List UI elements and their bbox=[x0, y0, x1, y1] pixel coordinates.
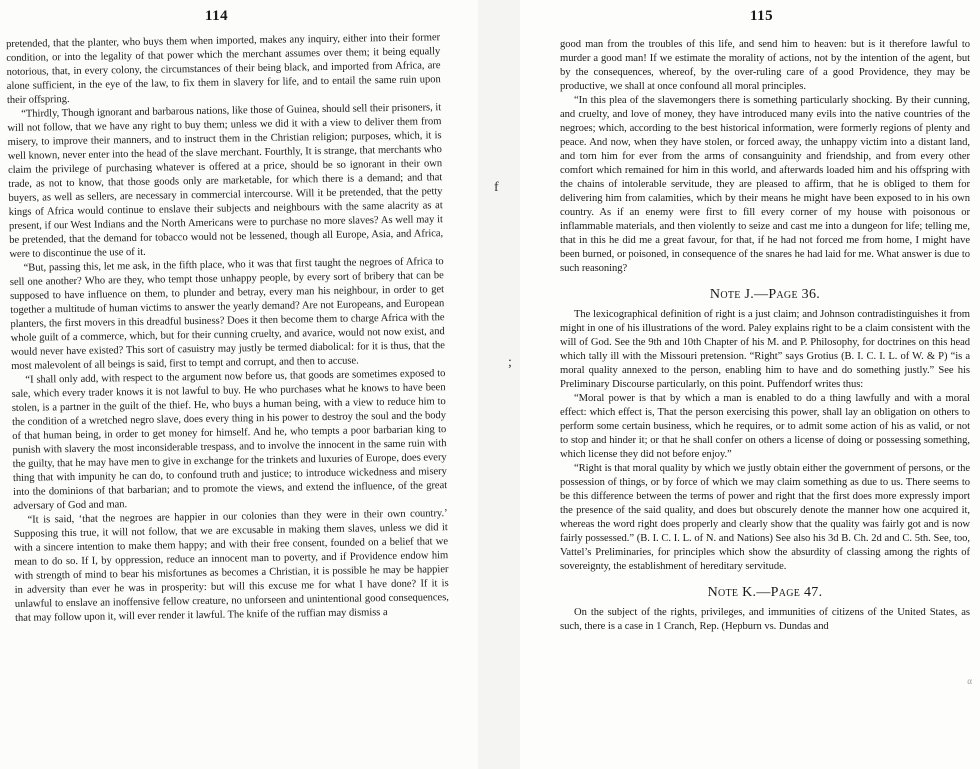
paragraph: “Right is that moral quality by which we justly obtain either the government of persons, or the possession of things, or by force of which we may claim something as due to us. There seems to be this difference between the terms of power and right that the first does more expressly import the presence of the said quality, and does but obscurely denote the manner how one acquired it, whereas the word right does properly and clearly show that the quality was fairly got and is now fairly possessed.” (B. I. C. I. L. of N. and Nations) See also his 3d B. Ch. 2d and C. 5th. See, too, Vattel’s Preliminaries, for principles which show the absurdity of classing among the rights of sovereignty, the establishment of hereditary servitude. bbox=[560, 463, 970, 572]
paragraph: “In this plea of the slavemongers there is something particularly shocking. By their cunning, and cruelty, and love of money, they have introduced many evils into the native countries of the negroes; which, according to the best historical information, were formerly regions of plenty and peace. And now, when they have stolen, or forced away, the unhappy victim into a distant land, and torn him for ever from the arms of consanguinity and friendship, and from every other comfort which remained for him in this world, and afterwards loaded him and his offspring with the chains of intolerable servitude, they are pleased to affirm, that he is obliged to them for delivering him from calamities, which by their means he might have been exposed to in his own country. As if an enemy were first to fill every corner of my house with poisonous or inflammable materials, and then violently to seize and cast me into a dungeon for life; telling me, that in this he did me a great favour, for that, if he had not forced me from home, I might have been burned, or poisoned, in consequence of the snares he had laid for me. What answer is due to such reasoning? bbox=[560, 95, 970, 274]
paragraph: “I shall only add, with respect to the argument now before us, that goods are sometimes exposed to sale, which every trader knows it is not lawful to buy. He who purchases what he knows to have been stolen, is a partner in the guilt of the thief. He, who buys a human being, with a view to reduce him to the condition of a wretched negro slave, does every thing in his power to destroy the soul and the body of that human being, in order to get money for himself. And he, who tempts a poor barbarian king to punish with slavery the most inconsiderable trespass, and to involve the innocent in the same ruin with the guilty, that he may have men to give in exchange for the trinkets and luxuries of Europe, does every thing that with impunity he can do, to confound truth and justice; to introduce wickedness and misery into the dominions of that barbarian; and to promote the views, and extend the influence, of the great adversary of God and man. bbox=[11, 368, 448, 512]
gutter-mark: ; bbox=[508, 355, 512, 370]
page-number: 115 bbox=[750, 8, 774, 24]
page-number: 114 bbox=[205, 8, 229, 24]
book-gutter bbox=[478, 0, 520, 769]
margin-mark: α bbox=[967, 676, 972, 686]
paragraph: pretended, that the planter, who buys them when imported, makes any inquiry, either into their former condition, or into the legality of that power which the merchant assumes over them; it being equally notorious, that, in every colony, the circumstances of their being black, and imported from Africa, are alone sufficient, in the eye of the law, to fix them in slavery for life, and to entail the same ruin upon their offspring. bbox=[6, 32, 441, 106]
paragraph: good man from the troubles of this life, and send him to heaven: but is it therefore lawful to murder a good man! If we estimate the morality of actions, not by the intention of the agent, but by the consequences, whereof, by the over-ruling care of a good Providence, they may be productive, we shall at once confound all moral principles. bbox=[560, 39, 970, 92]
paragraph: On the subject of the rights, privileges, and immunities of citizens of the United States, as such, there is a case in 1 Cranch, Rep. (Hepburn vs. Dundas and bbox=[560, 607, 970, 632]
paragraph: “Thirdly, Though ignorant and barbarous nations, like those of Guinea, should sell their prisoners, it will not follow, that we have any right to buy them; unless we did it with a view to deliver them from misery, to improve their manners, and to instruct them in the Christian religion; purposes, which, it is well known, never enter into the head of the slave merchant. Fourthly, It is strange, that merchants who claim the privilege of purchasing whatever is offered at a price, should be so ignorant in their own trade, as not to know, that those goods only are marketable, for which there is a demand; and that buyers, as well as sellers, are necessary in commercial intercourse. Will it be pretended, that the petty kings of Africa would continue to enslave their subjects and neighbours with the same alacrity as at present, if our West Indians and the North Americans were to purchase no more slaves? As well may it be pretended, that the demand for tobacco would not be lessened, though all Europe, Asia, and Africa, were to discontinue the use of it. bbox=[7, 102, 444, 260]
left-page bbox=[0, 0, 478, 769]
right-page-body bbox=[560, 38, 970, 634]
note-j-heading: Note J.—Page 36. bbox=[709, 287, 821, 302]
paragraph: “It is said, ‘that the negroes are happier in our colonies than they were in their own country.’ Supposing this true, it will not follow, that we are excusable in making them slaves, unless we did it with a sincere intention to make them happy; and with their free consent, founded on a belief that we mean to do so. If I, by oppression, reduce an innocent man to poverty, and if Providence endow him with strength of mind to bear his misfortunes as becomes a Christian, it is possible he may be happier in adversity than ever he was in prosperity: but will this excuse me for what I have done? If it is unlawful to enslave an inoffensive fellow creature, no unforseen and unintentional good consequences, that may follow upon it, will ever render it lawful. The knife of the ruffian may dismiss a bbox=[13, 508, 449, 624]
gutter-mark: f bbox=[494, 180, 499, 195]
right-page bbox=[520, 0, 980, 769]
note-k-heading: Note K.—Page 47. bbox=[707, 585, 823, 600]
paragraph: “But, passing this, let me ask, in the fifth place, who it was that first taught the negroes of Africa to sell one another? Who are they, who tempt those unhappy people, by every sort of bribery that can be supposed to have influence on them, to plunder and betray, every man his neighbour, in order to get together a multitude of human victims to answer the yearly demand? Are not Europeans, and European planters, the first movers in this dreadful business? Does it then become them to charge Africa with the whole guilt of a commerce, which, but for their cunning cruelty, and avarice, would not now exist, and would never have existed? This sort of casuistry may justly be termed diabolical: for it is thus, that the most malevolent of all beings is said, first to tempt and corrupt, and then to accuse. bbox=[9, 256, 445, 372]
left-page-body bbox=[6, 31, 449, 626]
paragraph: The lexicographical definition of right is a just claim; and Johnson contradistinguishes it from might in one of his illustrations of the word. Paley explains right to be a claim consistent with the will of God. See the 9th and 10th Chapter of his M. and P. Philosophy, for doctrines on this head which tally ill with the Missouri pretension. “Right” says Grotius (B. I. C. I. L. of W. & P) “is a moral quality annexed to the person, enabling him to have and do something justly.” See his Preliminary Discourse particularly, on this point. Puffendorf writes thus: bbox=[560, 309, 970, 390]
paragraph: “Moral power is that by which a man is enabled to do a thing lawfully and with a moral effect: which effect is, That the person exercising this power, shall lay an obligation on others to perform some certain business, which he requires, or to admit some action of his as valid, or not to stop and hinder it; or that he shall confer on others a license of doing or possessing something, which license they did not before enjoy.” bbox=[560, 393, 970, 460]
